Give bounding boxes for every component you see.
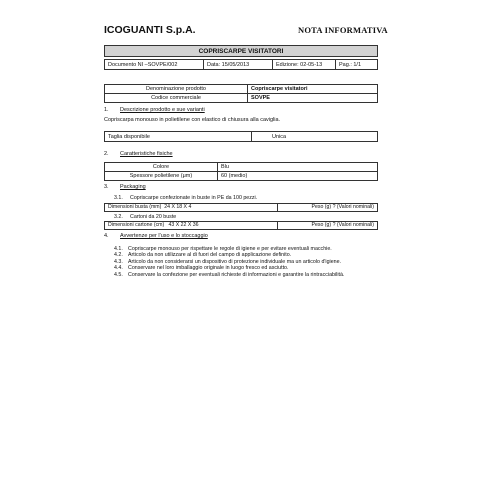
item-text: Conservare la confezione per eventuali richieste di informazioni e garantire la rintracciabilità. [128, 271, 345, 278]
document-date: Data: 15/05/2013 [204, 60, 273, 70]
subsection-number: 3.2. [114, 214, 123, 220]
company-name: ICOGUANTI S.p.A. [104, 24, 196, 36]
table-row [105, 172, 378, 181]
section-3-heading [104, 184, 146, 190]
table-row [105, 163, 378, 172]
carton-dimensions-table [104, 221, 378, 230]
section-title: Caratteristiche fisiche [120, 151, 173, 157]
subsection-text: Copriscarpe confezionate in buste in PE da 100 pezzi. [130, 195, 258, 201]
section-number: 3. [104, 184, 109, 190]
section-1-text: Copriscarpa monouso in polietilene con elastico di chiusura alla caviglia. [104, 117, 281, 123]
section-number: 2. [104, 151, 109, 157]
packaging-3-1 [114, 195, 257, 201]
carton-dimensions-value: 43 X 22 X 36 [168, 222, 199, 228]
section-4-heading [104, 233, 208, 239]
item-number: 4.1. [114, 246, 123, 252]
bag-dimensions-value: 24 X 18 X 4 [164, 204, 192, 210]
item-number: 4.3. [114, 258, 123, 265]
item-text: Articolo da non utilizzare al di fuori del campo di applicazione definito. [128, 252, 292, 259]
bag-dimensions-table [104, 203, 378, 212]
bag-dimensions-cell [105, 204, 278, 212]
subsection-text: Cartoni da 20 buste [130, 214, 177, 220]
product-table [104, 84, 378, 103]
thickness-value: 60 (medio) [218, 172, 378, 181]
size-value: Unica [252, 132, 378, 142]
section-number: 1. [104, 107, 109, 113]
document-edition: Edizione: 02-05-13 [273, 60, 336, 70]
warnings-list [114, 246, 380, 278]
item-text: Articolo da non considerarsi un dispositivo di protezione individuale ma un articolo d'igiene. [128, 258, 342, 265]
document-type: NOTA INFORMATIVA [298, 25, 388, 35]
bag-weight: Peso (g) ? (Valori nominali) [278, 204, 378, 212]
carton-dimensions-label: Dimensioni cartone (cm) [108, 222, 165, 228]
document-page: Pag.: 1/1 [336, 60, 378, 70]
carton-dimensions-cell [105, 222, 278, 230]
size-label: Taglia disponibile [105, 132, 252, 142]
item-number: 4.4. [114, 265, 123, 272]
item-number: 4.5. [114, 271, 123, 278]
product-code-label: Codice commerciale [105, 94, 248, 103]
section-1-heading [104, 107, 205, 113]
section-2-heading [104, 151, 173, 157]
item-text: Conservare nel loro imballaggio originale in luogo fresco ed asciutto. [128, 265, 289, 272]
product-name-value: Copriscarpe visitatori [248, 85, 378, 94]
document-title: COPRISCARPE VISITATORI [104, 45, 378, 57]
table-row [105, 94, 378, 103]
section-title: Avvertenze per l'uso e lo stoccaggio [120, 233, 208, 239]
product-code-value: SOVPE [248, 94, 378, 103]
color-value: Blu [218, 163, 378, 172]
list-item [114, 272, 380, 278]
document-info-table [104, 59, 378, 70]
section-number: 4. [104, 233, 109, 239]
table-row [105, 222, 378, 230]
table-row [105, 132, 378, 142]
subsection-number: 3.1. [114, 195, 123, 201]
size-table [104, 131, 378, 142]
thickness-label: Spessore polietilene (μm) [105, 172, 218, 181]
item-text: Copriscarpe monouso per rispettare le regole di igiene e per evitare eventuali macchie. [128, 246, 332, 252]
section-title: Descrizione prodotto e sue varianti [120, 107, 205, 113]
product-name-label: Denominazione prodotto [105, 85, 248, 94]
bag-dimensions-label: Dimensioni busta (mm) [108, 204, 162, 210]
packaging-3-2 [114, 214, 176, 220]
document-number: Documento NI –SOVPE/002 [105, 60, 204, 70]
physical-characteristics-table [104, 162, 378, 181]
item-number: 4.2. [114, 252, 123, 259]
section-title: Packaging [120, 184, 146, 190]
color-label: Colore [105, 163, 218, 172]
table-row [105, 204, 378, 212]
carton-weight: Peso (g) ? (Valori nominali) [278, 222, 378, 230]
table-row [105, 85, 378, 94]
